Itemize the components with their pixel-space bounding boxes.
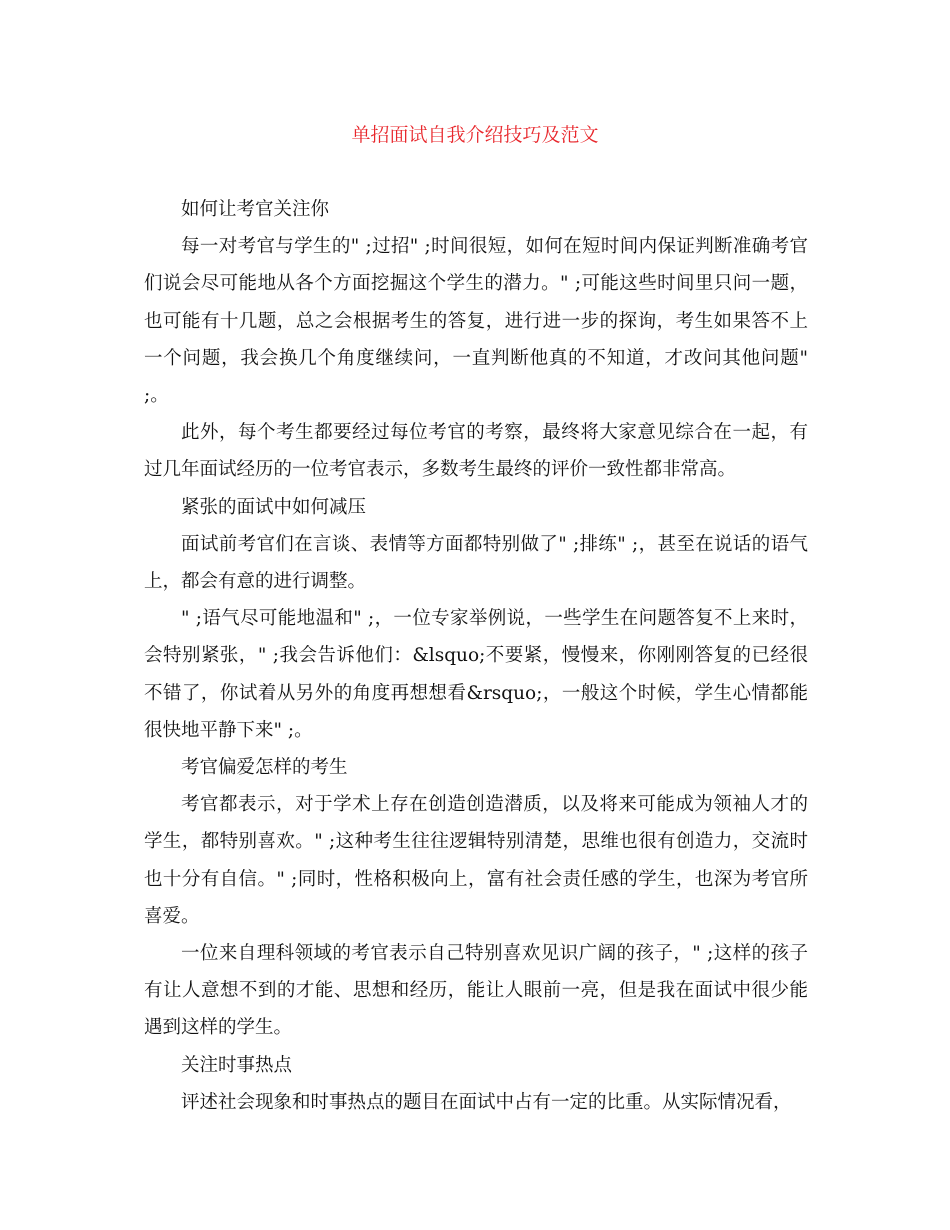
paragraph: 一位来自理科领域的考官表示自己特别喜欢见识广阔的孩子，" ;这样的孩子有让人意想不到的才能、思想和经历，能让人眼前一亮，但是我在面试中很少能遇到这样的学生。 <box>144 943 808 1039</box>
section-heading: 紧张的面试中如何减压 <box>181 496 367 518</box>
paragraph: 每一对考官与学生的" ;过招" ;时间很短，如何在短时间内保证判断准确考官们说会尽可能地从各个方面挖掘这个学生的潜力。" ;可能这些时间里只问一题，也可能有十几题，总之会根据考生的答复，进行进一步的探询，考生如果答不上一个问题，我会换几个角度继续问，一直判断他真的不知道，才改问其他问题" ;。 <box>144 236 808 407</box>
section-heading: 如何让考官关注你 <box>181 199 330 220</box>
paragraph: 此外，每个考生都要经过每位考官的考察，最终将大家意见综合在一起，有过几年面试经历的一位考官表示，多数考生最终的评价一致性都非常高。 <box>144 422 808 481</box>
document-title: 单招面试自我介绍技巧及范文 <box>351 124 599 146</box>
document-body <box>144 191 808 1121</box>
section-heading: 关注时事热点 <box>181 1054 293 1076</box>
paragraph: 考官都表示，对于学术上存在创造创造潜质，以及将来可能成为领袖人才的学生，都特别喜欢。" ;这种考生往往逻辑特别清楚，思维也很有创造力，交流时也十分有自信。" ;同时，性格积极向上，富有社会责任感的学生，也深为考官所喜爱。 <box>144 794 808 927</box>
section-heading: 考官偏爱怎样的考生 <box>181 757 348 779</box>
paragraph: " ;语气尽可能地温和" ;，一位专家举例说，一些学生在问题答复不上来时，会特别紧张，" ;我会告诉他们：&lsquo;不要紧，慢慢来，你刚刚答复的已经很不错了，你试着从另外的角度再想想看&rsquo;，一般这个时候，学生心情都能很快地平静下来" ;。 <box>144 608 808 741</box>
paragraph: 面试前考官们在言谈、表情等方面都特别做了" ;排练" ;，甚至在说话的语气上，都会有意的进行调整。 <box>144 533 808 593</box>
paragraph: 评述社会现象和时事热点的题目在面试中占有一定的比重。从实际情况看， <box>181 1091 792 1113</box>
